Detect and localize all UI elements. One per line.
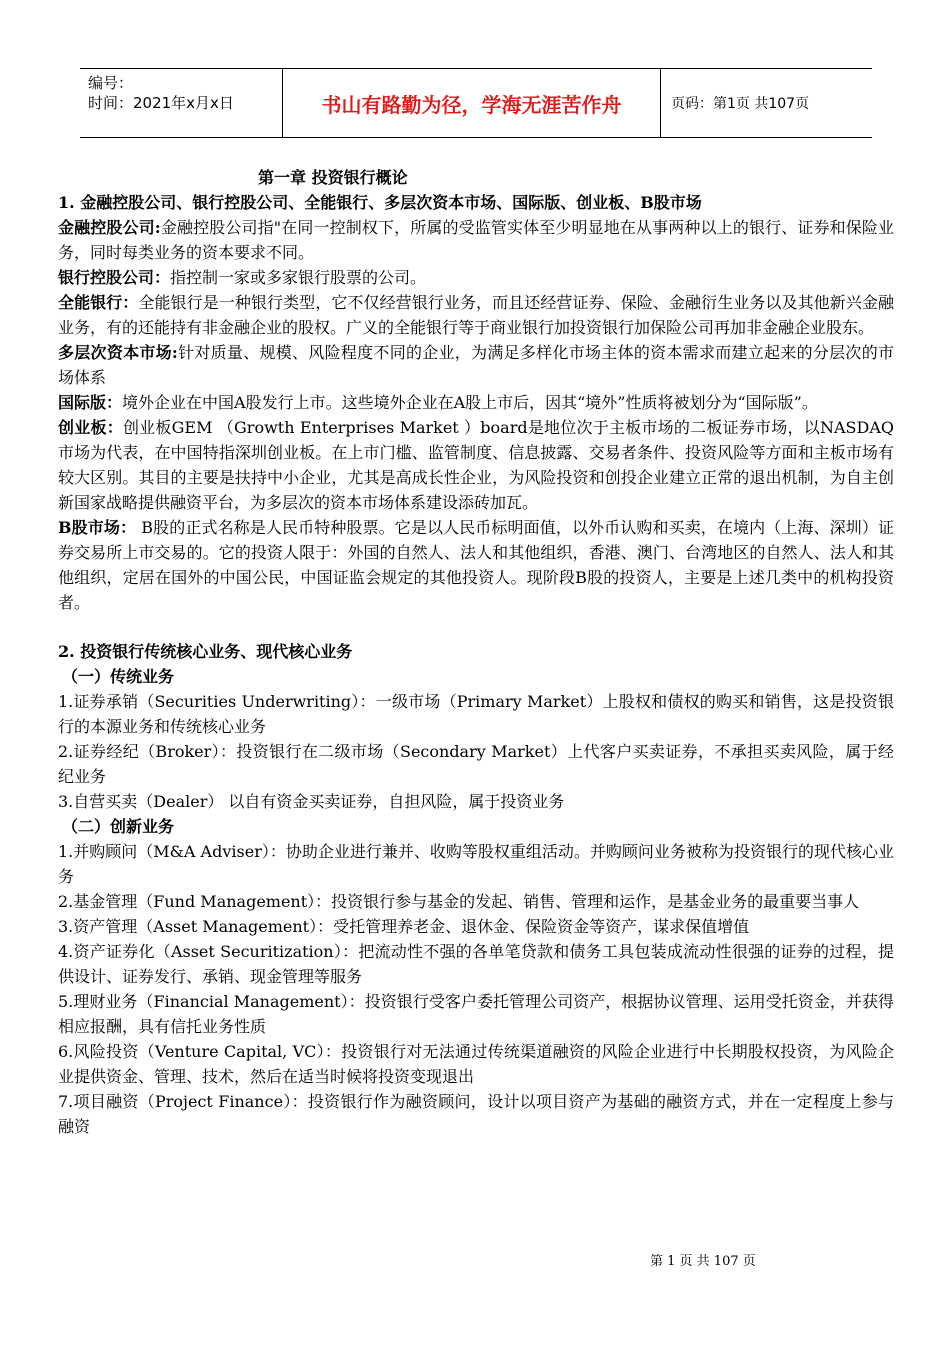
- definition-term: 多层次资本市场:: [58, 343, 178, 362]
- definition-term: 全能银行：: [58, 293, 139, 312]
- definition-paragraph: [58, 390, 894, 415]
- header-page-label: 页码：第1页 共107页: [671, 96, 810, 112]
- list-item: 4.资产证券化（Asset Securitization）：把流动性不强的各单笔贷款和债务工具包装成流动性很强的证券的过程，提供设计、证券发行、承销、现金管理等服务: [58, 942, 894, 986]
- chapter-title: 第一章 投资银行概论: [258, 168, 408, 187]
- definition-term: 银行控股公司：: [58, 268, 171, 287]
- definition-paragraph: [58, 340, 894, 390]
- definition-paragraph: [58, 415, 894, 515]
- header-meta: [80, 69, 283, 137]
- list-item: 3.资产管理（Asset Management）：受托管理养老金、退休金、保险资金等资产，谋求保值增值: [58, 917, 750, 936]
- list-item: 7.项目融资（Project Finance）：投资银行作为融资顾问，设计以项目资产为基础的融资方式，并在一定程度上参与融资: [58, 1092, 894, 1136]
- list-item: 1.并购顾问（M&A Adviser）：协助企业进行兼并、收购等股权重组活动。并购顾问业务被称为投资银行的现代核心业务: [58, 842, 894, 886]
- spacer: [58, 615, 894, 639]
- definition-text: 金融控股公司指"在同一控制权下，所属的受监管实体至少明显地在从事两种以上的银行、证券和保险业务，同时每类业务的资本要求不同。: [58, 218, 894, 262]
- subsection-heading: （一）传统业务: [62, 667, 175, 686]
- definition-text: B股的正式名称是人民币特种股票。它是以人民币标明面值，以外币认购和买卖，在境内（上海、深圳）证券交易所上市交易的。它的投资人限于：外国的自然人、法人和其他组织，香港、澳门、台湾地区的自然人、法人和其他组织，定居在国外的中国公民，中国证监会规定的其他投资人。现阶段B股的投资人，主要是上述几类中的机构投资者。: [58, 518, 894, 612]
- definition-term: 国际版：: [58, 393, 123, 412]
- list-item: 2.基金管理（Fund Management）：投资银行参与基金的发起、销售、管理和运作，是基金业务的最重要当事人: [58, 892, 860, 911]
- number-label: 编号：: [88, 74, 134, 92]
- list-item: 3.自营买卖（Dealer） 以自有资金买卖证券，自担风险，属于投资业务: [58, 792, 565, 811]
- definition-text: 指控制一家或多家银行股票的公司。: [170, 268, 427, 287]
- document-body: [58, 166, 894, 1139]
- list-item: 5.理财业务（Financial Management）：投资银行受客户委托管理公司资产，根据协议管理、运用受托资金，并获得相应报酬，具有信托业务性质: [58, 992, 894, 1036]
- list-item: 6.风险投资（Venture Capital, VC）：投资银行对无法通过传统渠道融资的风险企业进行中长期股权投资，为风险企业提供资金、管理、技术，然后在适当时候将投资变现退出: [58, 1042, 894, 1086]
- definition-term: 创业板：: [58, 418, 123, 437]
- definition-paragraph: [58, 515, 894, 615]
- header-table: [80, 68, 872, 138]
- definition-paragraph: [58, 265, 894, 290]
- list-item: 2.证券经纪（Broker）：投资银行在二级市场（Secondary Market）上代客户买卖证券，不承担买卖风险，属于经纪业务: [58, 742, 894, 786]
- header-motto: 书山有路勤为径，学海无涯苦作舟: [283, 69, 661, 137]
- definition-term: 金融控股公司:: [58, 218, 161, 237]
- list-item: 1.证券承销（Securities Underwriting）：一级市场（Primary Market）上股权和债权的购买和销售，这是投资银行的本源业务和传统核心业务: [58, 692, 894, 736]
- definition-text: 针对质量、规模、风险程度不同的企业，为满足多样化市场主体的资本需求而建立起来的分层次的市场体系: [58, 343, 894, 387]
- definition-paragraph: [58, 215, 894, 265]
- definition-text: 境外企业在中国A股发行上市。这些境外企业在A股上市后，因其“境外”性质将被划分为“国际版”。: [122, 393, 818, 412]
- definition-term: B股市场：: [58, 518, 137, 537]
- section-heading: 1. 金融控股公司、银行控股公司、全能银行、多层次资本市场、国际版、创业板、B股市场: [58, 193, 702, 212]
- time-label: 时间：2021年x月x日: [88, 94, 234, 112]
- definition-text: 创业板GEM （Growth Enterprises Market ）board是地位次于主板市场的二板证券市场，以NASDAQ市场为代表，在中国特指深圳创业板。在上市门槛、监管制度、信息披露、交易者条件、投资风险等方面和主板市场有较大区别。其目的主要是扶持中小企业，尤其是高成长性企业，为风险投资和创投企业建立正常的退出机制，为自主创新国家战略提供融资平台，为多层次的资本市场体系建设添砖加瓦。: [58, 418, 894, 512]
- definition-text: 全能银行是一种银行类型，它不仅经营银行业务，而且还经营证券、保险、金融衍生业务以及其他新兴金融业务，有的还能持有非金融企业的股权。广义的全能银行等于商业银行加投资银行加保险公司再加非金融企业股东。: [58, 293, 894, 337]
- page-footer: 第 1 页 共 107 页: [650, 1254, 756, 1269]
- section-heading: 2. 投资银行传统核心业务、现代核心业务: [58, 642, 353, 661]
- subsection-heading: （二）创新业务: [62, 817, 175, 836]
- definition-paragraph: [58, 290, 894, 340]
